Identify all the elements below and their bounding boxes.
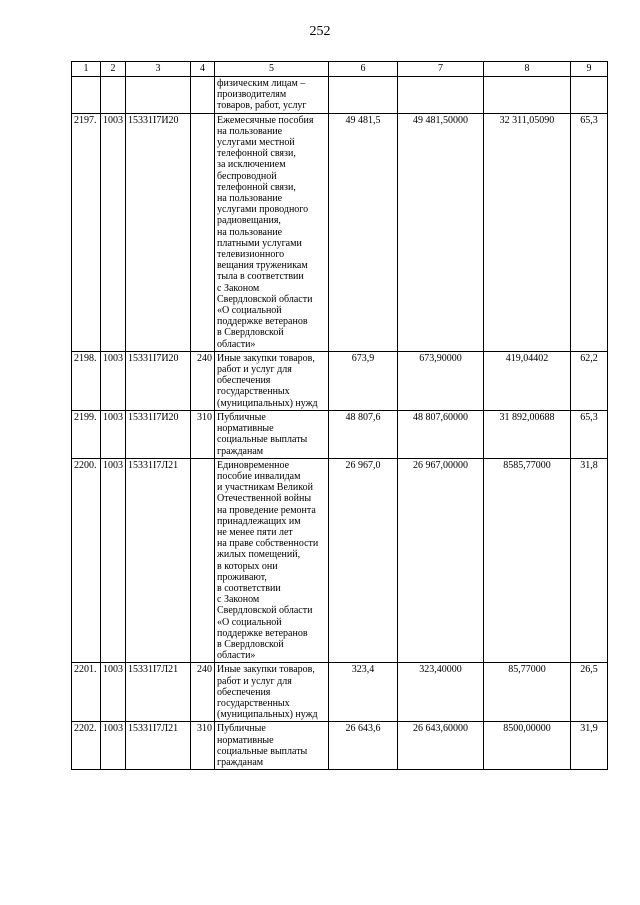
table-row xyxy=(72,458,608,663)
expense-type-cell: 310 xyxy=(191,410,215,458)
expense-type-cell: 240 xyxy=(191,351,215,410)
execution-percent-cell: 26,5 xyxy=(571,663,608,722)
target-code-cell: 15331I7Л21 xyxy=(126,722,191,770)
executed-amount-cell: 8585,77000 xyxy=(484,458,571,663)
section-code-cell: 1003 xyxy=(101,410,126,458)
table-row xyxy=(72,77,608,114)
row-number-cell: 2199. xyxy=(72,410,101,458)
section-code-cell: 1003 xyxy=(101,722,126,770)
column-header: 4 xyxy=(191,62,215,77)
section-code-cell: 1003 xyxy=(101,663,126,722)
execution-percent-cell: 65,3 xyxy=(571,113,608,351)
planned-amount-cell: 49 481,50000 xyxy=(398,113,484,351)
expense-type-cell: 310 xyxy=(191,722,215,770)
table-row xyxy=(72,722,608,770)
column-header: 8 xyxy=(484,62,571,77)
column-header: 7 xyxy=(398,62,484,77)
expense-type-cell xyxy=(191,77,215,114)
target-code-cell: 15331I7И20 xyxy=(126,351,191,410)
planned-amount-cell: 323,40000 xyxy=(398,663,484,722)
page-number: 252 xyxy=(309,24,331,39)
approved-amount-cell: 48 807,6 xyxy=(329,410,398,458)
description-cell: Единовременное пособие инвалидам и участникам Великой Отечественной войны на проведение ремонта принадлежащих им не менее пяти лет на праве собственности жилых помещений, в которых они проживают, в соответствии с Законом Свердловской области «О социальной поддержке ветеранов в Свердловской области» xyxy=(215,458,329,663)
column-header: 5 xyxy=(215,62,329,77)
section-code-cell: 1003 xyxy=(101,458,126,663)
row-number-cell: 2197. xyxy=(72,113,101,351)
column-header: 6 xyxy=(329,62,398,77)
section-code-cell: 1003 xyxy=(101,351,126,410)
approved-amount-cell xyxy=(329,77,398,114)
budget-table xyxy=(71,61,608,770)
column-header: 9 xyxy=(571,62,608,77)
execution-percent-cell: 31,8 xyxy=(571,458,608,663)
table-row xyxy=(72,113,608,351)
description-cell: Публичные нормативные социальные выплаты гражданам xyxy=(215,410,329,458)
column-header: 1 xyxy=(72,62,101,77)
description-cell: Публичные нормативные социальные выплаты гражданам xyxy=(215,722,329,770)
table-row xyxy=(72,663,608,722)
target-code-cell: 15331I7Л21 xyxy=(126,458,191,663)
column-header: 2 xyxy=(101,62,126,77)
executed-amount-cell xyxy=(484,77,571,114)
description-cell: Ежемесячные пособия на пользование услугами местной телефонной связи, за исключением беспроводной телефонной связи, на пользование услугами проводного радиовещания, на пользование платными услугами телевизионного вещания труженикам тыла в соответствии с Законом Свердловской области «О социальной поддержке ветеранов в Свердловской области» xyxy=(215,113,329,351)
description-cell: физическим лицам – производителям товаров, работ, услуг xyxy=(215,77,329,114)
expense-type-cell xyxy=(191,458,215,663)
planned-amount-cell: 48 807,60000 xyxy=(398,410,484,458)
planned-amount-cell xyxy=(398,77,484,114)
table-row xyxy=(72,410,608,458)
executed-amount-cell: 32 311,05090 xyxy=(484,113,571,351)
approved-amount-cell: 323,4 xyxy=(329,663,398,722)
target-code-cell: 15331I7И20 xyxy=(126,113,191,351)
description-cell: Иные закупки товаров, работ и услуг для обеспечения государственных (муниципальных) нужд xyxy=(215,351,329,410)
row-number-cell: 2198. xyxy=(72,351,101,410)
executed-amount-cell: 419,04402 xyxy=(484,351,571,410)
approved-amount-cell: 49 481,5 xyxy=(329,113,398,351)
execution-percent-cell: 65,3 xyxy=(571,410,608,458)
row-number-cell xyxy=(72,77,101,114)
row-number-cell: 2201. xyxy=(72,663,101,722)
target-code-cell: 15331I7И20 xyxy=(126,410,191,458)
header-row xyxy=(72,62,608,77)
section-code-cell xyxy=(101,77,126,114)
approved-amount-cell: 26 967,0 xyxy=(329,458,398,663)
description-cell: Иные закупки товаров, работ и услуг для обеспечения государственных (муниципальных) нужд xyxy=(215,663,329,722)
row-number-cell: 2202. xyxy=(72,722,101,770)
planned-amount-cell: 26 967,00000 xyxy=(398,458,484,663)
target-code-cell: 15331I7Л21 xyxy=(126,663,191,722)
approved-amount-cell: 26 643,6 xyxy=(329,722,398,770)
executed-amount-cell: 8500,00000 xyxy=(484,722,571,770)
planned-amount-cell: 673,90000 xyxy=(398,351,484,410)
execution-percent-cell: 62,2 xyxy=(571,351,608,410)
execution-percent-cell xyxy=(571,77,608,114)
executed-amount-cell: 31 892,00688 xyxy=(484,410,571,458)
column-header: 3 xyxy=(126,62,191,77)
table-row xyxy=(72,351,608,410)
expense-type-cell xyxy=(191,113,215,351)
planned-amount-cell: 26 643,60000 xyxy=(398,722,484,770)
section-code-cell: 1003 xyxy=(101,113,126,351)
expense-type-cell: 240 xyxy=(191,663,215,722)
target-code-cell xyxy=(126,77,191,114)
row-number-cell: 2200. xyxy=(72,458,101,663)
approved-amount-cell: 673,9 xyxy=(329,351,398,410)
execution-percent-cell: 31,9 xyxy=(571,722,608,770)
executed-amount-cell: 85,77000 xyxy=(484,663,571,722)
